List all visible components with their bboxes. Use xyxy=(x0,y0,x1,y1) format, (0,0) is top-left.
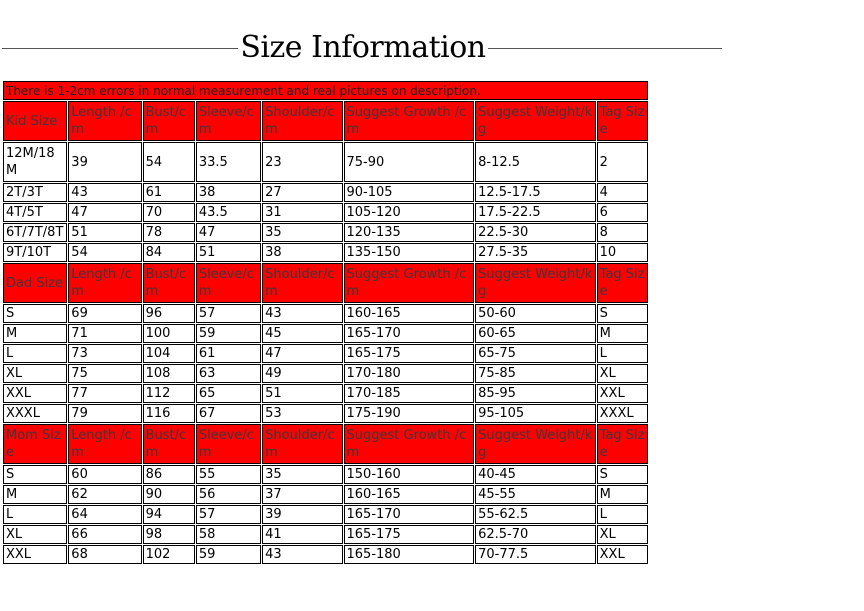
size-table-body xyxy=(3,81,648,564)
value-cell: 43.5 xyxy=(196,203,261,222)
column-header: Sleeve/cm xyxy=(196,101,261,141)
value-cell: XXL xyxy=(597,384,648,403)
size-cell: XXL xyxy=(3,384,67,403)
value-cell: 67 xyxy=(196,404,261,423)
value-cell: 65-75 xyxy=(475,344,596,363)
column-header: Bust/cm xyxy=(143,101,195,141)
column-header: Tag Size xyxy=(597,263,648,303)
value-cell: 108 xyxy=(143,364,195,383)
title-rule-left xyxy=(2,48,238,49)
value-cell: 62.5-70 xyxy=(475,525,596,544)
section-label: Kid Size xyxy=(3,101,67,141)
value-cell: L xyxy=(597,505,648,524)
value-cell: 102 xyxy=(143,545,195,564)
value-cell: 90-105 xyxy=(344,183,475,202)
value-cell: 43 xyxy=(262,304,342,323)
column-header: Suggest Growth /cm xyxy=(344,263,475,303)
table-row xyxy=(3,344,648,363)
value-cell: XXXL xyxy=(597,404,648,423)
column-header: Suggest Weight/kg xyxy=(475,424,596,464)
size-cell: S xyxy=(3,465,67,484)
value-cell: 47 xyxy=(196,223,261,242)
value-cell: 160-165 xyxy=(344,485,475,504)
value-cell: XXL xyxy=(597,545,648,564)
value-cell: 73 xyxy=(68,344,141,363)
value-cell: 55-62.5 xyxy=(475,505,596,524)
value-cell: 112 xyxy=(143,384,195,403)
value-cell: 85-95 xyxy=(475,384,596,403)
value-cell: 31 xyxy=(262,203,342,222)
column-header: Sleeve/cm xyxy=(196,424,261,464)
value-cell: 43 xyxy=(68,183,141,202)
value-cell: 71 xyxy=(68,324,141,343)
value-cell: 86 xyxy=(143,465,195,484)
column-header: Suggest Weight/kg xyxy=(475,263,596,303)
column-header: Shoulder/cm xyxy=(262,424,342,464)
value-cell: 90 xyxy=(143,485,195,504)
value-cell: 75-85 xyxy=(475,364,596,383)
size-cell: M xyxy=(3,324,67,343)
value-cell: 17.5-22.5 xyxy=(475,203,596,222)
value-cell: 54 xyxy=(143,142,195,182)
table-row xyxy=(3,324,648,343)
value-cell: 6 xyxy=(597,203,648,222)
value-cell: 38 xyxy=(196,183,261,202)
column-header: Length /cm xyxy=(68,263,141,303)
value-cell: 66 xyxy=(68,525,141,544)
value-cell: 165-180 xyxy=(344,545,475,564)
value-cell: 165-175 xyxy=(344,344,475,363)
size-cell: XXXL xyxy=(3,404,67,423)
value-cell: 41 xyxy=(262,525,342,544)
section-label: Dad Size xyxy=(3,263,67,303)
value-cell: S xyxy=(597,465,648,484)
size-cell: M xyxy=(3,485,67,504)
table-row xyxy=(3,304,648,323)
value-cell: 23 xyxy=(262,142,342,182)
section-header-row xyxy=(3,424,648,464)
title-bar xyxy=(0,28,722,68)
value-cell: 51 xyxy=(262,384,342,403)
column-header: Tag Size xyxy=(597,424,648,464)
column-header: Length /cm xyxy=(68,101,141,141)
value-cell: 53 xyxy=(262,404,342,423)
size-cell: L xyxy=(3,344,67,363)
value-cell: 77 xyxy=(68,384,141,403)
value-cell: 27.5-35 xyxy=(475,243,596,262)
value-cell: 39 xyxy=(262,505,342,524)
column-header: Suggest Weight/kg xyxy=(475,101,596,141)
value-cell: 22.5-30 xyxy=(475,223,596,242)
value-cell: 40-45 xyxy=(475,465,596,484)
value-cell: 56 xyxy=(196,485,261,504)
size-cell: XL xyxy=(3,525,67,544)
column-header: Shoulder/cm xyxy=(262,263,342,303)
value-cell: 68 xyxy=(68,545,141,564)
value-cell: 47 xyxy=(68,203,141,222)
table-row xyxy=(3,465,648,484)
column-header: Bust/cm xyxy=(143,263,195,303)
value-cell: 49 xyxy=(262,364,342,383)
value-cell: 165-170 xyxy=(344,324,475,343)
value-cell: 94 xyxy=(143,505,195,524)
value-cell: 116 xyxy=(143,404,195,423)
value-cell: 60-65 xyxy=(475,324,596,343)
value-cell: 63 xyxy=(196,364,261,383)
column-header: Sleeve/cm xyxy=(196,263,261,303)
title-rule-right xyxy=(488,48,722,49)
size-cell: 12M/18M xyxy=(3,142,67,182)
value-cell: 2 xyxy=(597,142,648,182)
value-cell: 59 xyxy=(196,324,261,343)
section-header-row xyxy=(3,263,648,303)
value-cell: 43 xyxy=(262,545,342,564)
table-row xyxy=(3,404,648,423)
value-cell: 57 xyxy=(196,304,261,323)
value-cell: 54 xyxy=(68,243,141,262)
value-cell: 45 xyxy=(262,324,342,343)
value-cell: L xyxy=(597,344,648,363)
value-cell: 57 xyxy=(196,505,261,524)
value-cell: 8 xyxy=(597,223,648,242)
value-cell: 35 xyxy=(262,465,342,484)
value-cell: 33.5 xyxy=(196,142,261,182)
size-cell: 6T/7T/8T xyxy=(3,223,67,242)
column-header: Suggest Growth /cm xyxy=(344,424,475,464)
size-table xyxy=(2,80,649,565)
value-cell: 35 xyxy=(262,223,342,242)
value-cell: M xyxy=(597,485,648,504)
value-cell: 27 xyxy=(262,183,342,202)
value-cell: 55 xyxy=(196,465,261,484)
value-cell: 37 xyxy=(262,485,342,504)
value-cell: 70 xyxy=(143,203,195,222)
value-cell: 135-150 xyxy=(344,243,475,262)
value-cell: 51 xyxy=(68,223,141,242)
value-cell: 105-120 xyxy=(344,203,475,222)
value-cell: 170-180 xyxy=(344,364,475,383)
value-cell: 39 xyxy=(68,142,141,182)
size-cell: S xyxy=(3,304,67,323)
value-cell: 61 xyxy=(196,344,261,363)
value-cell: XL xyxy=(597,364,648,383)
value-cell: 170-185 xyxy=(344,384,475,403)
size-cell: XXL xyxy=(3,545,67,564)
value-cell: XL xyxy=(597,525,648,544)
value-cell: 62 xyxy=(68,485,141,504)
size-cell: 9T/10T xyxy=(3,243,67,262)
value-cell: 95-105 xyxy=(475,404,596,423)
value-cell: 160-165 xyxy=(344,304,475,323)
value-cell: 10 xyxy=(597,243,648,262)
column-header: Length /cm xyxy=(68,424,141,464)
value-cell: 65 xyxy=(196,384,261,403)
size-cell: 2T/3T xyxy=(3,183,67,202)
value-cell: 61 xyxy=(143,183,195,202)
value-cell: 12.5-17.5 xyxy=(475,183,596,202)
section-header-row xyxy=(3,101,648,141)
table-row xyxy=(3,485,648,504)
value-cell: 165-175 xyxy=(344,525,475,544)
value-cell: 165-170 xyxy=(344,505,475,524)
value-cell: 58 xyxy=(196,525,261,544)
table-row xyxy=(3,545,648,564)
value-cell: 75 xyxy=(68,364,141,383)
value-cell: 69 xyxy=(68,304,141,323)
size-cell: 4T/5T xyxy=(3,203,67,222)
size-cell: XL xyxy=(3,364,67,383)
value-cell: 98 xyxy=(143,525,195,544)
value-cell: 47 xyxy=(262,344,342,363)
value-cell: 84 xyxy=(143,243,195,262)
value-cell: 4 xyxy=(597,183,648,202)
page-title: Size Information xyxy=(240,30,486,65)
value-cell: 175-190 xyxy=(344,404,475,423)
table-row xyxy=(3,183,648,202)
value-cell: 51 xyxy=(196,243,261,262)
value-cell: 8-12.5 xyxy=(475,142,596,182)
value-cell: 60 xyxy=(68,465,141,484)
value-cell: 70-77.5 xyxy=(475,545,596,564)
value-cell: 50-60 xyxy=(475,304,596,323)
table-row xyxy=(3,364,648,383)
value-cell: 104 xyxy=(143,344,195,363)
column-header: Bust/cm xyxy=(143,424,195,464)
value-cell: M xyxy=(597,324,648,343)
table-row xyxy=(3,525,648,544)
value-cell: 96 xyxy=(143,304,195,323)
table-row xyxy=(3,142,648,182)
table-row xyxy=(3,223,648,242)
table-row xyxy=(3,384,648,403)
table-row xyxy=(3,203,648,222)
value-cell: 120-135 xyxy=(344,223,475,242)
table-row xyxy=(3,243,648,262)
size-cell: L xyxy=(3,505,67,524)
column-header: Shoulder/cm xyxy=(262,101,342,141)
value-cell: S xyxy=(597,304,648,323)
value-cell: 78 xyxy=(143,223,195,242)
value-cell: 45-55 xyxy=(475,485,596,504)
value-cell: 75-90 xyxy=(344,142,475,182)
measurement-note: There is 1-2cm errors in normal measurement and real pictures on description. xyxy=(3,81,648,100)
column-header: Tag Size xyxy=(597,101,648,141)
note-row xyxy=(3,81,648,100)
value-cell: 38 xyxy=(262,243,342,262)
value-cell: 79 xyxy=(68,404,141,423)
value-cell: 64 xyxy=(68,505,141,524)
table-row xyxy=(3,505,648,524)
value-cell: 150-160 xyxy=(344,465,475,484)
section-label: Mom Size xyxy=(3,424,67,464)
column-header: Suggest Growth /cm xyxy=(344,101,475,141)
value-cell: 100 xyxy=(143,324,195,343)
value-cell: 59 xyxy=(196,545,261,564)
